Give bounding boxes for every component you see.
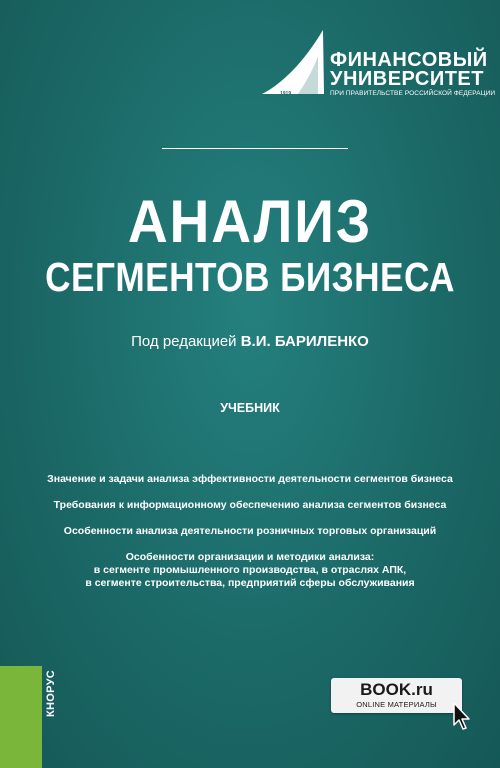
accent-bar [0, 666, 42, 768]
logo-line-2: УНИВЕРСИТЕТ [330, 68, 484, 90]
editor-line [0, 333, 500, 351]
topic-item-multiline [0, 551, 500, 590]
editor-name: В.И. БАРИЛЕНКО [240, 333, 369, 350]
mouse-cursor-icon [452, 702, 472, 732]
logo-line-3: ПРИ ПРАВИТЕЛЬСТВЕ РОССИЙСКОЙ ФЕДЕРАЦИИ [330, 90, 496, 97]
book-kind: УЧЕБНИК [220, 401, 280, 415]
topic-multi-line: в сегменте строительства, предприятий сферы обслуживания [85, 577, 415, 589]
topic-item: Значение и задачи анализа эффективности деятельности сегментов бизнеса [47, 473, 453, 485]
university-logo [260, 28, 496, 102]
book-ru-badge[interactable] [331, 678, 462, 713]
editor-prefix: Под редакцией [131, 333, 241, 350]
logo-year: 1919 [280, 91, 292, 97]
divider-line [162, 148, 348, 149]
topics-list [0, 473, 500, 590]
logo-emblem-icon [260, 28, 330, 102]
book-title-line-2: СЕГМЕНТОВ БИЗНЕСА [45, 254, 455, 300]
topic-multi-line: Особенности организации и методики анализа: [125, 551, 375, 563]
badge-name: BOOK.ru [360, 680, 433, 699]
topic-item: Требования к информационному обеспечению анализа сегментов бизнеса [53, 499, 447, 511]
topic-multi-line: в сегменте промышленного производства, в отраслях АПК, [93, 564, 407, 576]
publisher-name: КНОРУС [45, 670, 57, 717]
logo-line-1: ФИНАНСОВЫЙ [330, 49, 488, 71]
badge-subtitle: ONLINE МАТЕРИАЛЫ [356, 700, 437, 709]
topic-item: Особенности анализа деятельности розничных торговых организаций [63, 525, 437, 537]
book-title-line-1: АНАЛИЗ [127, 188, 373, 255]
